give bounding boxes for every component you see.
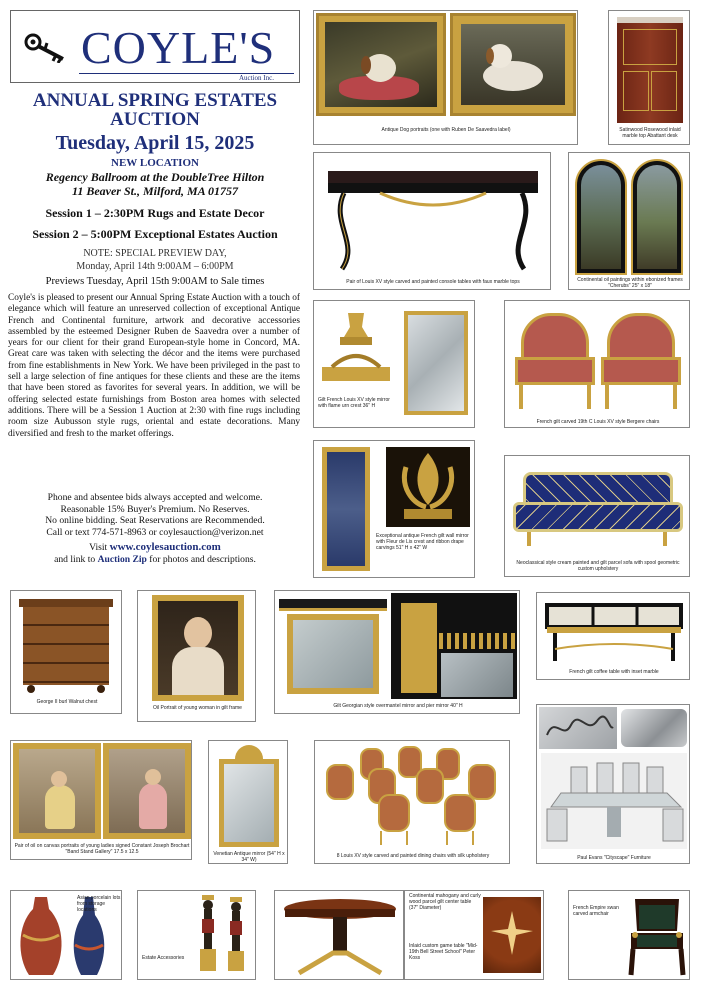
sofa-panel	[504, 455, 690, 577]
zip-suffix: for photos and descriptions.	[146, 553, 256, 565]
oil-panel-2	[631, 159, 683, 275]
evans-detail-photo	[621, 709, 687, 747]
visit-prefix: Visit	[89, 542, 110, 553]
coffee-table-caption: French gilt coffee table with inset marble	[569, 669, 659, 675]
gilt-mirror-panel	[313, 300, 475, 428]
gilt-mirror-photo	[404, 311, 468, 415]
oil-portrait-photo	[152, 595, 244, 701]
gilt-mirror-caption: Gilt French Louis XV style mirror with flame urn crest 36" H	[318, 397, 390, 409]
oil-portrait-caption: Oil Portrait of young woman in gilt frame	[153, 705, 242, 711]
star-inlay-icon	[483, 897, 541, 973]
contact-line: Call or text 774-571-8963 or coylesauction@verizon.net	[46, 526, 264, 538]
venue-address: 11 Beaver St., Milford, MA 01757	[71, 184, 238, 198]
estate-accessories-caption: Estate Accessories	[142, 955, 185, 961]
chest-caption: George II burl Walnut chest	[36, 699, 98, 705]
estate-accessories-panel	[137, 890, 256, 980]
lady-portrait-2	[103, 743, 191, 839]
plume-mirror-panel	[313, 440, 475, 578]
auction-date: Tuesday, April 15, 2025	[55, 132, 255, 154]
dining-chairs-drawing	[319, 745, 507, 847]
evans-panel	[536, 704, 690, 864]
evans-caption: Paul Evans "Cityscape" Furniture	[577, 855, 651, 861]
abattant-desk-photo	[617, 17, 683, 123]
walnut-chest-photo	[19, 599, 113, 693]
venetian-mirror-caption: Venetian Antique mirror (54" H x 34" W)	[213, 851, 285, 863]
evans-signature-photo	[539, 707, 617, 749]
chest-panel	[10, 590, 122, 714]
premium-line: Reasonable 15% Buyer's Premium. No Reserves.	[60, 503, 250, 515]
oil-portrait-panel	[137, 590, 256, 722]
center-table-drawing	[279, 895, 401, 977]
overmantel-panel	[274, 590, 520, 714]
key-icon	[23, 31, 73, 63]
logo-subtitle: Auction Inc.	[239, 74, 274, 82]
session-1: Session 1 – 2:30PM Rugs and Estate Decor	[45, 206, 265, 220]
mahogany-caption: Continental mahogany and curly wood parcel gilt center table (37" Diameter)	[409, 893, 481, 911]
game-table-caption: Inlaid custom game table "Mid-19th Bell Street School" Peter Koss	[409, 943, 478, 961]
sofa-caption: Neoclassical style cream painted and gilt parcel sofa with spool geometric custom upholstery	[516, 560, 680, 572]
console-panel	[313, 152, 551, 290]
plume-mirror-photo	[322, 447, 370, 571]
blackamoor-figures-drawing	[194, 893, 254, 977]
auction-zip-link[interactable]: Auction Zip	[97, 553, 147, 565]
dog-portraits-caption: Antique Dog portraits (one with Ruben De Saavedra label)	[381, 127, 511, 133]
bidding-info	[10, 492, 300, 565]
abattant-caption: Satinwood Rosewood inlaid marble top Abattant desk	[619, 127, 681, 139]
overmantel-mirror-photo	[279, 599, 387, 695]
auction-description: Coyle's is pleased to present our Annual Spring Estate Auction with a touch of elegance which will feature an unreserved collection of exceptional Antique French and Continental furniture, artwork and decorative accessories assembled by the esteemed Designer Ruben de Saavedra over a number of years for our client for their grand European-style home in Concord, MA. Great care was taken with selecting the décor and the items were purchased from fine establishments in New York. We have been privileged in the past to sell a large selection of fine antiques for these clients and these are the items that have been stored as favorites for several years. In addition, we will be offering selected estate furnishings from Boston area homes with selected additions. There will be a Session 1 Auction at 2:30 with fine rugs including room size Aubusson style rugs, oriental and estate decorations. Many diversified and fresh to the market offerings.	[8, 293, 300, 439]
fleur-crest-drawing	[386, 447, 470, 527]
bergere-chair-2	[601, 313, 681, 409]
pair-portraits-panel	[10, 740, 192, 860]
session-2: Session 2 – 5:00PM Exceptional Estates Auction	[32, 227, 278, 241]
mahogany-table-panel	[274, 890, 404, 980]
game-table-photo	[483, 897, 541, 973]
empire-armchair-drawing	[627, 895, 687, 977]
venue-name: Regency Ballroom at the DoubleTree Hilton	[45, 170, 265, 184]
venetian-mirror-panel	[208, 740, 288, 864]
dining-chairs-caption: 8 Louis XV style carved and painted dining chairs with silk upholstery	[336, 853, 490, 859]
sofa-photo	[513, 472, 683, 546]
zip-prefix: and link to	[54, 553, 98, 565]
asian-porcelain-caption: Asian porcelain lots from storage locations	[77, 895, 121, 913]
console-caption: Pair of Louis XV style carved and painted console tables with faux marble tops	[346, 279, 520, 285]
urn-crest-drawing	[318, 307, 394, 391]
oil-panel-1	[575, 159, 627, 275]
auction-title: ANNUAL SPRING ESTATES AUCTION	[32, 90, 278, 130]
zip-line	[10, 554, 300, 566]
dining-chairs-panel	[314, 740, 510, 864]
preview-note: NOTE: SPECIAL PREVIEW DAY,	[83, 248, 227, 259]
venetian-mirror-photo	[217, 745, 281, 849]
bergeres-panel	[504, 300, 690, 428]
bergere-chair-1	[515, 313, 595, 409]
dog-portrait-2	[450, 13, 576, 116]
coffee-table-panel	[536, 592, 690, 680]
new-location-label: NEW LOCATION	[111, 157, 199, 169]
lady-portrait-1	[13, 743, 101, 839]
preview-day: Monday, April 14th 9:00AM – 6:00PM	[76, 261, 234, 272]
dog-portraits-panel	[313, 10, 578, 145]
empire-chair-panel	[568, 890, 690, 980]
panels-caption: Continental oil paintings within ebonized frames "Cherubs" 25" x 18"	[577, 277, 683, 289]
overmantel-caption: Gilt Georgian style overmantel mirror and pier mirror 40" H	[333, 703, 463, 709]
pier-mirror-detail-photo	[391, 593, 517, 699]
abattant-panel	[608, 10, 690, 145]
reservation-line: No online bidding. Seat Reservations are Recommended.	[45, 515, 265, 526]
logo-name: COYLE'S	[81, 22, 276, 73]
bids-line: Phone and absentee bids always accepted and welcome.	[47, 492, 263, 503]
game-table-panel	[404, 890, 544, 980]
website-link[interactable]: www.coylesauction.com	[109, 541, 221, 553]
asian-porcelain-panel	[10, 890, 122, 980]
dog-portrait-1	[316, 13, 446, 116]
logo	[10, 10, 300, 83]
console-table-drawing	[320, 163, 546, 273]
preview-times: Previews Tuesday, April 15th 9:00AM to Sale times	[45, 276, 265, 287]
visit-line	[10, 542, 300, 554]
bergeres-caption: French gilt carved 19th C Louis XV style Bergere chairs	[536, 419, 660, 425]
plume-mirror-caption: Exceptional antique French gilt wall mirror with Fleur de Lis crest and ribbon drape carvings 51" H x 42" W	[376, 533, 469, 551]
empire-chair-caption: French Empire swan carved armchair	[573, 905, 619, 917]
panels-panel	[568, 152, 690, 290]
pair-portraits-caption: Pair of oil on canvas portraits of young ladies signed Constant Joseph Brochart "Band Stand Gallery" 17.5 x 12.5	[14, 843, 190, 855]
evans-dining-drawing	[541, 753, 687, 849]
coffee-table-drawing	[541, 599, 687, 663]
signature-scribble	[539, 707, 617, 749]
